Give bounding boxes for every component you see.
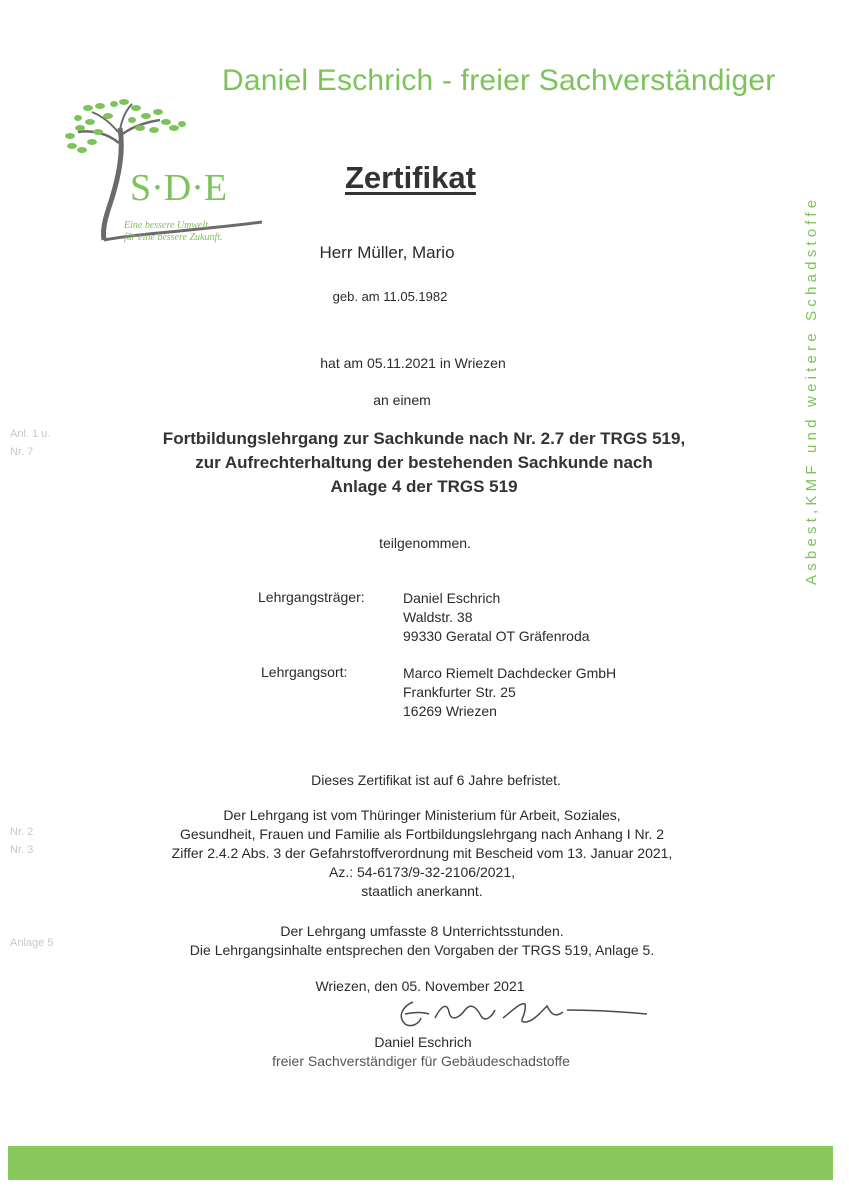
footer-bar (8, 1146, 833, 1180)
birth-date: geb. am 11.05.1982 (332, 289, 448, 304)
sde-logo (62, 98, 277, 258)
course-line: Fortbildungslehrgang zur Sachkunde nach Nr. 2.7 der TRGS 519, (162, 429, 686, 448)
handwritten-signature (385, 988, 650, 1038)
approval-line: Der Lehrgang ist vom Thüringer Ministerium für Arbeit, Soziales, (223, 807, 621, 823)
recipient-name: Herr Müller, Mario (319, 243, 455, 262)
course-line: Anlage 4 der TRGS 519 (330, 477, 518, 496)
margin-mark: Anlage 5 (10, 937, 54, 949)
provider-label: Lehrgangsträger: (258, 589, 365, 605)
margin-mark: Nr. 7 (10, 446, 34, 458)
side-text: Asbest,KMF und weitere Schadstoffe (803, 195, 820, 585)
approval-line: staatlich anerkannt. (361, 883, 483, 899)
hours-note (190, 922, 654, 960)
approval-line: Gesundheit, Frauen und Familie als Fortbildungslehrgang nach Anhang I Nr. 2 (179, 826, 665, 842)
provider-line: 99330 Geratal OT Gräfenroda (403, 628, 590, 644)
provider-address (403, 589, 590, 646)
certificate-title: Zertifikat (345, 160, 476, 195)
course-date-place: hat am 05.11.2021 in Wriezen (320, 355, 506, 371)
participated-text: teilgenommen. (379, 535, 471, 551)
margin-mark: Nr. 3 (10, 844, 34, 856)
location-label: Lehrgangsort: (261, 664, 348, 680)
validity-note: Dieses Zertifikat ist auf 6 Jahre befristet. (311, 772, 561, 788)
approval-note (172, 806, 673, 901)
location-line: 16269 Wriezen (403, 703, 497, 719)
location-address (403, 664, 616, 721)
signature-place-date: Wriezen, den 05. November 2021 (315, 978, 525, 994)
location-line: Frankfurter Str. 25 (403, 684, 516, 700)
hours-line: Der Lehrgang umfasste 8 Unterrichtsstunden. (280, 923, 564, 939)
an-einem-text: an einem (373, 392, 431, 408)
header-title: Daniel Eschrich - freier Sachverständiger (222, 64, 776, 97)
course-title (163, 427, 685, 499)
approval-line: Az.: 54-6173/9-32-2106/2021, (328, 864, 516, 880)
logo-initials: S·D·E (130, 167, 228, 209)
logo-tagline-1: Eine bessere Umwelt (124, 220, 209, 231)
margin-mark: Nr. 2 (10, 826, 34, 838)
signer-name: Daniel Eschrich (374, 1034, 472, 1050)
provider-line: Waldstr. 38 (403, 609, 473, 625)
location-line: Marco Riemelt Dachdecker GmbH (403, 665, 617, 681)
hours-line: Die Lehrgangsinhalte entsprechen den Vorgaben der TRGS 519, Anlage 5. (189, 942, 655, 958)
provider-line: Daniel Eschrich (403, 590, 501, 606)
course-line: zur Aufrechterhaltung der bestehenden Sachkunde nach (195, 453, 653, 472)
margin-mark: Anl. 1 u. (10, 428, 51, 440)
signer-role: freier Sachverständiger für Gebäudeschadstoffe (272, 1053, 570, 1069)
approval-line: Ziffer 2.4.2 Abs. 3 der Gefahrstoffverordnung mit Bescheid vom 13. Januar 2021, (171, 845, 673, 861)
logo-tagline-2: für eine bessere Zukunft. (124, 232, 223, 243)
